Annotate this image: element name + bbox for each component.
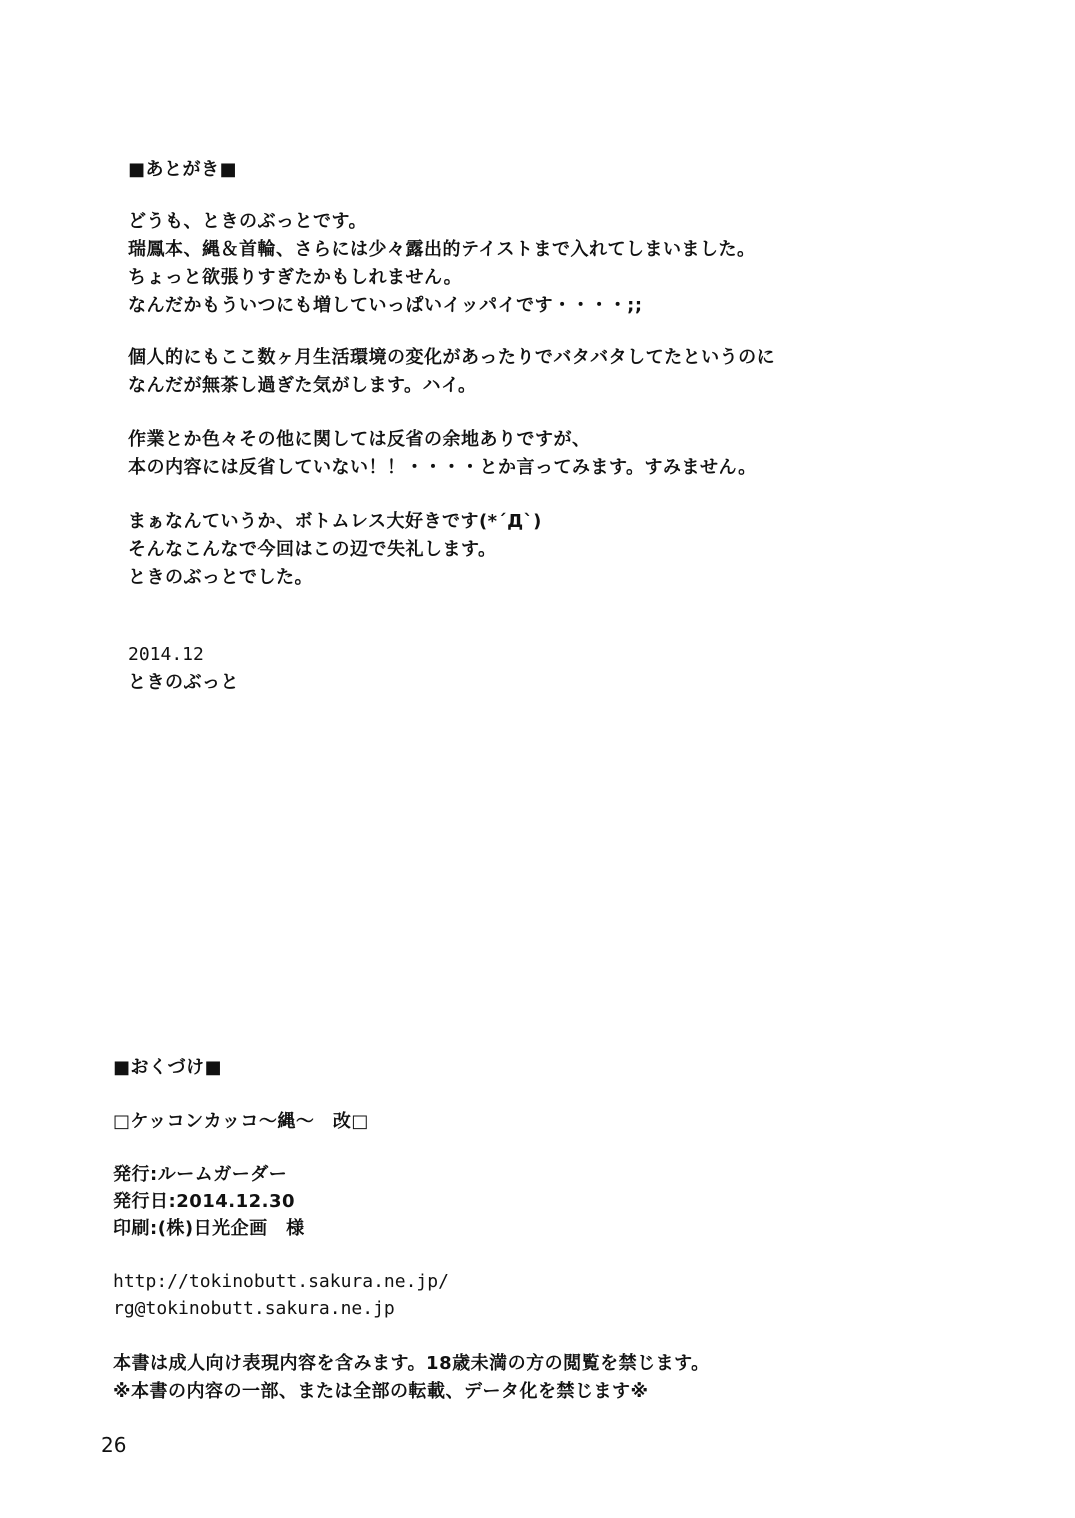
colophon-heading: ■おくづけ■ xyxy=(113,1057,223,1078)
afterword-line: 個人的にもここ数ヶ月生活環境の変化があったりでバタバタしてたというのに xyxy=(128,347,776,368)
afterword-line: なんだかもういつにも増していっぱいイッパイです・・・・;; xyxy=(128,295,643,316)
afterword-line: 作業とか色々その他に関しては反省の余地ありですが、 xyxy=(128,429,591,450)
age-notice: 本書は成人向け表現内容を含みます。18歳未満の方の閲覧を禁じます。 xyxy=(113,1353,710,1374)
website-url: http://tokinobutt.sakura.ne.jp/ xyxy=(113,1271,449,1292)
publisher: 発行:ルームガーダー xyxy=(113,1164,288,1185)
afterword-line: 本の内容には反省していない！！・・・・とか言ってみます。すみません。 xyxy=(128,457,757,478)
afterword-heading: ■あとがき■ xyxy=(128,159,238,180)
afterword-line: ちょっと欲張りすぎたかもしれません。 xyxy=(128,267,463,288)
afterword-line: なんだが無茶し過ぎた気がします。ハイ。 xyxy=(128,375,477,396)
afterword-signature: ときのぶっと xyxy=(128,672,239,693)
copyright-notice: ※本書の内容の一部、または全部の転載、データ化を禁じます※ xyxy=(113,1381,649,1402)
afterword-line: まぁなんていうか、ボトムレス大好きです(*´Д`) xyxy=(128,511,542,532)
afterword-line: 瑞鳳本、縄＆首輪、さらには少々露出的テイストまで入れてしまいました。 xyxy=(128,239,756,260)
book-title: □ケッコンカッコ～縄～ 改□ xyxy=(113,1111,369,1132)
email-address: rg@tokinobutt.sakura.ne.jp xyxy=(113,1298,395,1319)
afterword-line: ときのぶっとでした。 xyxy=(128,567,313,588)
publish-date: 発行日:2014.12.30 xyxy=(113,1191,296,1212)
printer: 印刷:(株)日光企画 様 xyxy=(113,1218,305,1239)
afterword-line: そんなこんなで今回はこの辺で失礼します。 xyxy=(128,539,497,560)
page-number: 26 xyxy=(101,1433,127,1457)
afterword-date: 2014.12 xyxy=(128,644,204,665)
afterword-line: どうも、ときのぶっとです。 xyxy=(128,211,368,232)
